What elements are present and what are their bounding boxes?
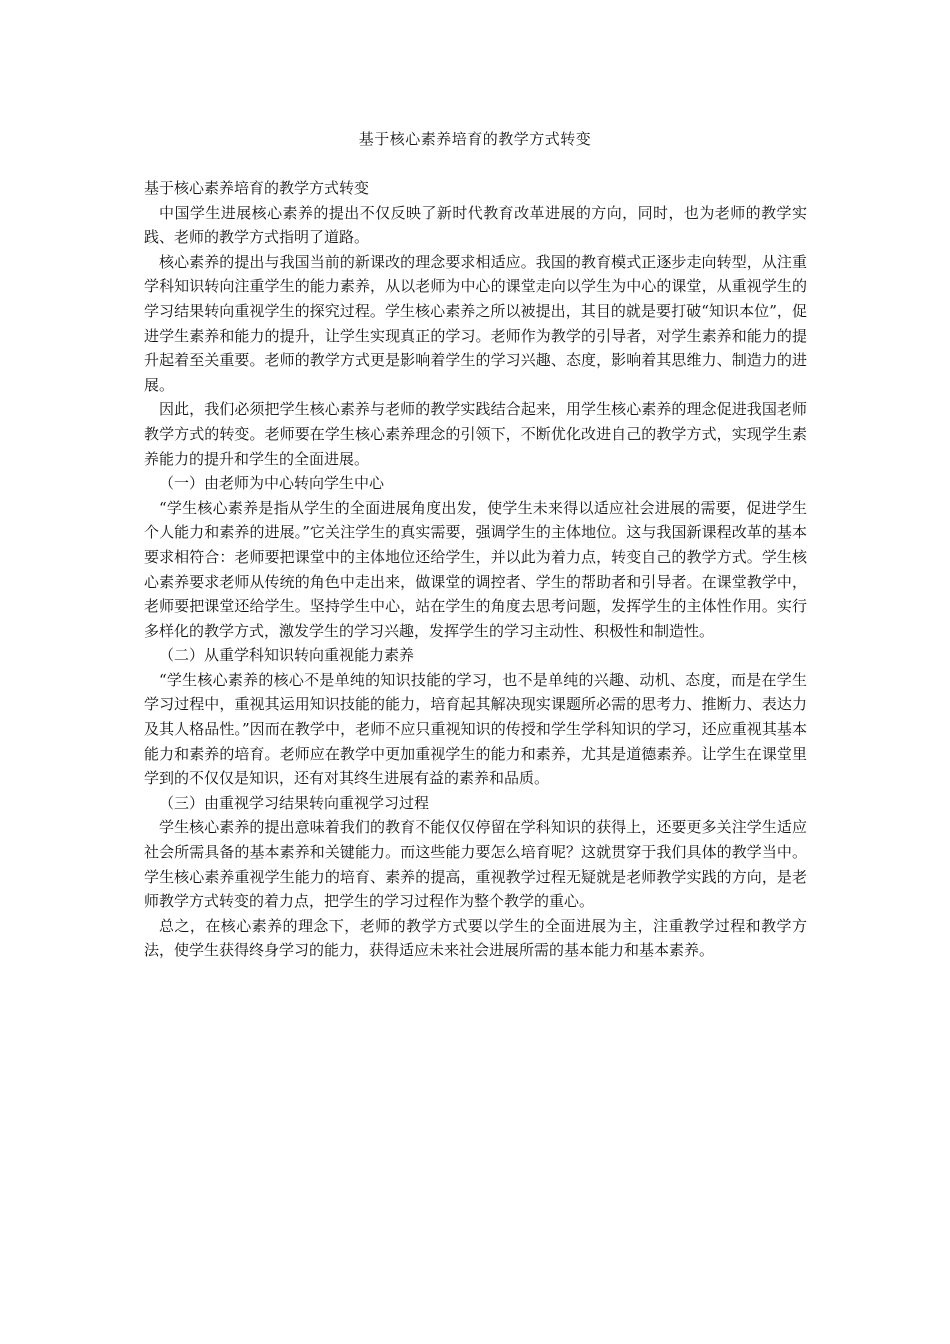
paragraph-intro: 中国学生进展核心素养的提出不仅反映了新时代教育改革进展的方向，同时，也为老师的教学实践、老师的教学方式指明了道路。 (144, 203, 807, 247)
paragraph-core-literacy: 核心素养的提出与我国当前的新课改的理念要求相适应。我国的教育模式正逐步走向转型，从注重学科知识转向注重学生的能力素养，从以老师为中心的课堂走向以学生为中心的课堂，从重视学生的学习结果转向重视学生的探究过程。学生核心素养之所以被提出，其目的就是要打破“知识本位”，促进学生素养和能力的提升，让学生实现真正的学习。老师作为教学的引导者，对学生素养和能力的提升起着至关重要。老师的教学方式更是影响着学生的学习兴趣、态度，影响着其思维力、制造力的进展。 (144, 252, 807, 394)
section-heading-3: （三）由重视学习结果转向重视学习过程 (159, 793, 430, 812)
document-title: 基于核心素养培育的教学方式转变 (358, 130, 592, 148)
paragraph-section-3: 学生核心素养的提出意味着我们的教育不能仅仅停留在学科知识的获得上，还要更多关注学生适应社会所需具备的基本素养和关键能力。而这些能力要怎么培育呢？这就贯穿于我们具体的教学当中。学生核心素养重视学生能力的培育、素养的提高，重视教学过程无疑就是老师教学实践的方向，是老师教学方式转变的着力点，把学生的学习过程作为整个教学的重心。 (144, 818, 807, 911)
paragraph-therefore: 因此，我们必须把学生核心素养与老师的教学实践结合起来，用学生核心素养的理念促进我国老师教学方式的转变。老师要在学生核心素养理念的引领下，不断优化改进自己的教学方式，实现学生素养能力的提升和学生的全面进展。 (144, 400, 807, 468)
paragraph-section-1: “学生核心素养是指从学生的全面进展角度出发，使学生未来得以适应社会进展的需要，促进学生个人能力和素养的进展。”它关注学生的真实需要，强调学生的主体地位。这与我国新课程改革的基本要求相符合：老师要把课堂中的主体地位还给学生，并以此为着力点，转变自己的教学方式。学生核心素养要求老师从传统的角色中走出来，做课堂的调控者、学生的帮助者和引导者。在课堂教学中，老师要把课堂还给学生。坚持学生中心，站在学生的角度去思考问题，发挥学生的主体性作用。实行多样化的教学方式，激发学生的学习兴趣，发挥学生的学习主动性、积极性和制造性。 (144, 498, 807, 640)
body-subtitle: 基于核心素养培育的教学方式转变 (144, 179, 370, 197)
paragraph-section-2: “学生核心素养的核心不是单纯的知识技能的学习，也不是单纯的兴趣、动机、态度，而是在学生学习过程中，重视其运用知识技能的能力，培育起其解决现实课题所必需的思考力、推断力、表达力及其人格品性。”因而在教学中，老师不应只重视知识的传授和学生学科知识的学习，还应重视其基本能力和素养的培育。老师应在教学中更加重视学生的能力和素养，尤其是道德素养。让学生在课堂里学到的不仅仅是知识，还有对其终生进展有益的素养和品质。 (144, 670, 807, 788)
section-heading-1: （一）由老师为中心转向学生中心 (159, 474, 385, 493)
paragraph-conclusion: 总之，在核心素养的理念下，老师的教学方式要以学生的全面进展为主，注重教学过程和教学方法，使学生获得终身学习的能力，获得适应未来社会进展所需的基本能力和基本素养。 (144, 916, 807, 960)
document-body (144, 176, 807, 963)
section-heading-2: （二）从重学科知识转向重视能力素养 (159, 646, 415, 665)
